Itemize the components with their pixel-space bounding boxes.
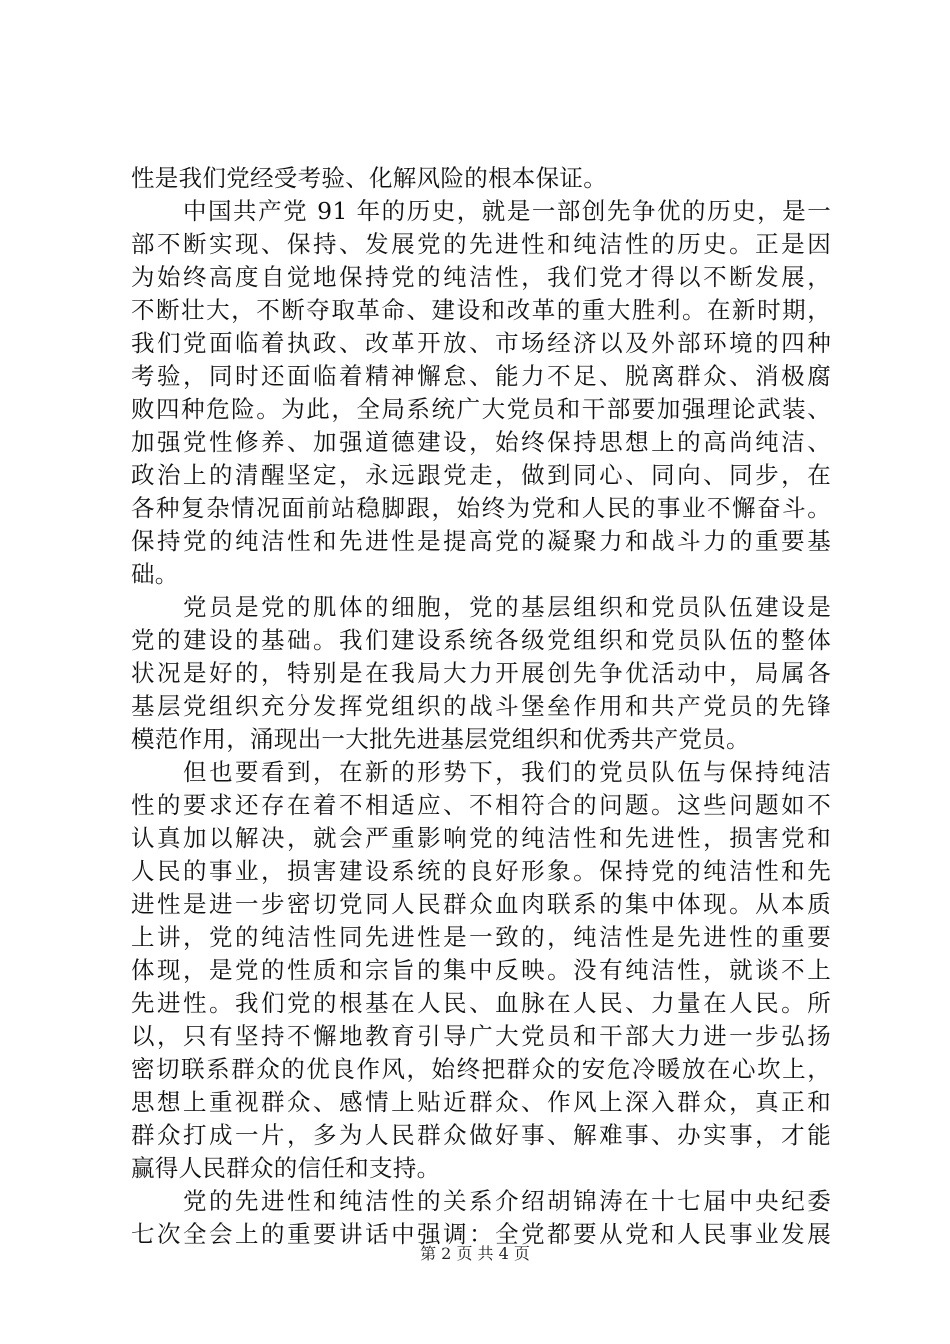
paragraph-first-line: 党员是党的肌体的细胞，党的基层组织和党员队伍建设是 [183, 593, 831, 621]
text-line: 基层党组织充分发挥党组织的战斗堡垒作用和共产党员的先锋 [131, 692, 831, 720]
page-footer: 第 2 页 共 4 页 [420, 1244, 530, 1263]
text-line: 模范作用，涌现出一大批先进基层党组织和优秀共产党员。 [131, 725, 750, 753]
text-line: 上讲，党的纯洁性同先进性是一致的，纯洁性是先进性的重要 [131, 923, 831, 951]
text-line: 七次全会上的重要讲话中强调：全党都要从党和人民事业发展 [131, 1220, 831, 1248]
text-line: 性是我们党经受考验、化解风险的根本保证。 [131, 164, 607, 192]
text-line: 保持党的纯洁性和先进性是提高党的凝聚力和战斗力的重要基 [131, 527, 831, 555]
text-line: 加强党性修养、加强道德建设，始终保持思想上的高尚纯洁、 [131, 428, 831, 456]
text-line: 考验，同时还面临着精神懈怠、能力不足、脱离群众、消极腐 [131, 362, 831, 390]
text-line: 性的要求还存在着不相适应、不相符合的问题。这些问题如不 [131, 791, 831, 819]
text-line: 政治上的清醒坚定，永远跟党走，做到同心、同向、同步，在 [131, 461, 831, 489]
paragraph-first-line: 但也要看到，在新的形势下，我们的党员队伍与保持纯洁 [183, 758, 831, 786]
paragraph-first-line: 中国共产党 91 年的历史，就是一部创先争优的历史，是一 [183, 197, 831, 225]
text-line: 先进性。我们党的根基在人民、血脉在人民、力量在人民。所 [131, 989, 831, 1017]
text-line: 我们党面临着执政、改革开放、市场经济以及外部环境的四种 [131, 329, 831, 357]
text-line: 各种复杂情况面前站稳脚跟，始终为党和人民的事业不懈奋斗。 [131, 494, 831, 522]
text-line: 以，只有坚持不懈地教育引导广大党员和干部大力进一步弘扬 [131, 1022, 831, 1050]
text-line: 状况是好的，特别是在我局大力开展创先争优活动中，局属各 [131, 659, 831, 687]
text-line: 人民的事业，损害建设系统的良好形象。保持党的纯洁性和先 [131, 857, 831, 885]
text-line: 群众打成一片，多为人民群众做好事、解难事、办实事，才能 [131, 1121, 831, 1149]
text-line: 进性是进一步密切党同人民群众血肉联系的集中体现。从本质 [131, 890, 831, 918]
text-line: 础。 [131, 560, 179, 588]
text-line: 赢得人民群众的信任和支持。 [131, 1154, 441, 1182]
text-line: 思想上重视群众、感情上贴近群众、作风上深入群众，真正和 [131, 1088, 831, 1116]
text-line: 不断壮大，不断夺取革命、建设和改革的重大胜利。在新时期， [131, 296, 831, 324]
text-line: 体现，是党的性质和宗旨的集中反映。没有纯洁性，就谈不上 [131, 956, 831, 984]
document-body [131, 162, 831, 1251]
text-line: 为始终高度自觉地保持党的纯洁性，我们党才得以不断发展， [131, 263, 831, 291]
text-line: 密切联系群众的优良作风，始终把群众的安危冷暖放在心坎上， [131, 1055, 831, 1083]
paragraph-first-line: 党的先进性和纯洁性的关系介绍胡锦涛在十七届中央纪委 [183, 1187, 831, 1215]
text-line: 败四种危险。为此，全局系统广大党员和干部要加强理论武装、 [131, 395, 831, 423]
text-line: 认真加以解决，就会严重影响党的纯洁性和先进性，损害党和 [131, 824, 831, 852]
text-line: 部不断实现、保持、发展党的先进性和纯洁性的历史。正是因 [131, 230, 831, 258]
text-line: 党的建设的基础。我们建设系统各级党组织和党员队伍的整体 [131, 626, 831, 654]
